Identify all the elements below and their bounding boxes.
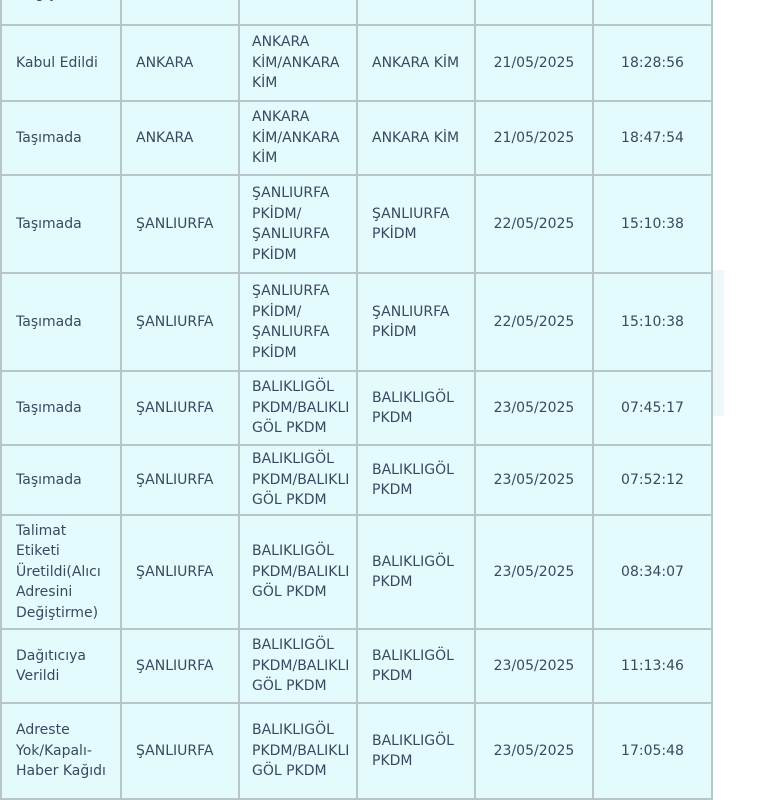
date-cell: 21/05/2025 [475,101,593,175]
table-row [1,273,712,371]
city-cell: ŞANLIURFA [121,629,239,703]
date-cell: 23/05/2025 [475,629,593,703]
office-cell: BALIKLIGÖL PKDM [357,629,475,703]
time-cell: 18:28:56 [593,25,712,101]
status-cell: Dağıtıcıya Verildi [1,629,121,703]
unit-cell: BALIKLIGÖL PKDM/BALIKLIGÖL PKDM [239,445,357,515]
time-cell: 11:13:46 [593,629,712,703]
city-cell: ŞANLIURFA [121,371,239,445]
office-cell: ŞANLIURFA PKİDM [357,273,475,371]
office-cell: ŞANLIURFA PKİDM [357,175,475,273]
office-cell [357,0,475,25]
table-row [1,0,712,25]
city-cell: ŞANLIURFA [121,175,239,273]
table-row [1,445,712,515]
scroll-edge-band [712,270,724,416]
date-cell: 22/05/2025 [475,175,593,273]
table-row [1,629,712,703]
time-cell [593,0,712,25]
table-row [1,25,712,101]
status-cell: Talimat Etiketi Üretildi(Alıcı Adresini Değiştirme) [1,515,121,629]
city-cell: ŞANLIURFA [121,515,239,629]
date-cell: 23/05/2025 [475,703,593,799]
date-cell: 23/05/2025 [475,371,593,445]
office-cell: BALIKLIGÖL PKDM [357,445,475,515]
time-cell: 17:05:48 [593,703,712,799]
time-cell: 15:10:38 [593,273,712,371]
office-cell: ANKARA KİM [357,25,475,101]
time-cell: 07:52:12 [593,445,712,515]
unit-cell: BALIKLIGÖL PKDM/BALIKLIGÖL PKDM [239,371,357,445]
table-row [1,175,712,273]
status-cell: Taşımada [1,371,121,445]
status-cell [1,0,121,25]
unit-cell: BALIKLIGÖL PKDM/BALIKLIGÖL PKDM [239,703,357,799]
date-cell: 21/05/2025 [475,25,593,101]
date-cell: 22/05/2025 [475,273,593,371]
tracking-table-body [1,0,712,799]
table-row [1,371,712,445]
office-cell: BALIKLIGÖL PKDM [357,703,475,799]
unit-cell: ANKARA KİM/ANKARA KİM [239,101,357,175]
city-cell: ŞANLIURFA [121,703,239,799]
unit-cell [239,0,357,25]
unit-cell: ŞANLIURFA PKİDM/ ŞANLIURFA PKİDM [239,175,357,273]
city-cell [121,0,239,25]
time-cell: 18:47:54 [593,101,712,175]
city-cell: ANKARA [121,25,239,101]
time-cell: 15:10:38 [593,175,712,273]
city-cell: ŞANLIURFA [121,273,239,371]
office-cell: BALIKLIGÖL PKDM [357,371,475,445]
table-row [1,101,712,175]
unit-cell: BALIKLIGÖL PKDM/BALIKLIGÖL PKDM [239,515,357,629]
date-cell: 23/05/2025 [475,515,593,629]
time-cell: 08:34:07 [593,515,712,629]
city-cell: ANKARA [121,101,239,175]
status-cell: Adreste Yok/Kapalı-Haber Kağıdı [1,703,121,799]
date-cell [475,0,593,25]
unit-cell: BALIKLIGÖL PKDM/BALIKLIGÖL PKDM [239,629,357,703]
status-cell: Taşımada [1,273,121,371]
city-cell: ŞANLIURFA [121,445,239,515]
status-cell: Taşımada [1,445,121,515]
table-row [1,703,712,799]
office-cell: ANKARA KİM [357,101,475,175]
status-cell: Taşımada [1,175,121,273]
unit-cell: ŞANLIURFA PKİDM/ ŞANLIURFA PKİDM [239,273,357,371]
time-cell: 07:45:17 [593,371,712,445]
table-row [1,515,712,629]
date-cell: 23/05/2025 [475,445,593,515]
unit-cell: ANKARA KİM/ANKARA KİM [239,25,357,101]
status-cell: Taşımada [1,101,121,175]
status-cell: Kabul Edildi [1,25,121,101]
office-cell: BALIKLIGÖL PKDM [357,515,475,629]
